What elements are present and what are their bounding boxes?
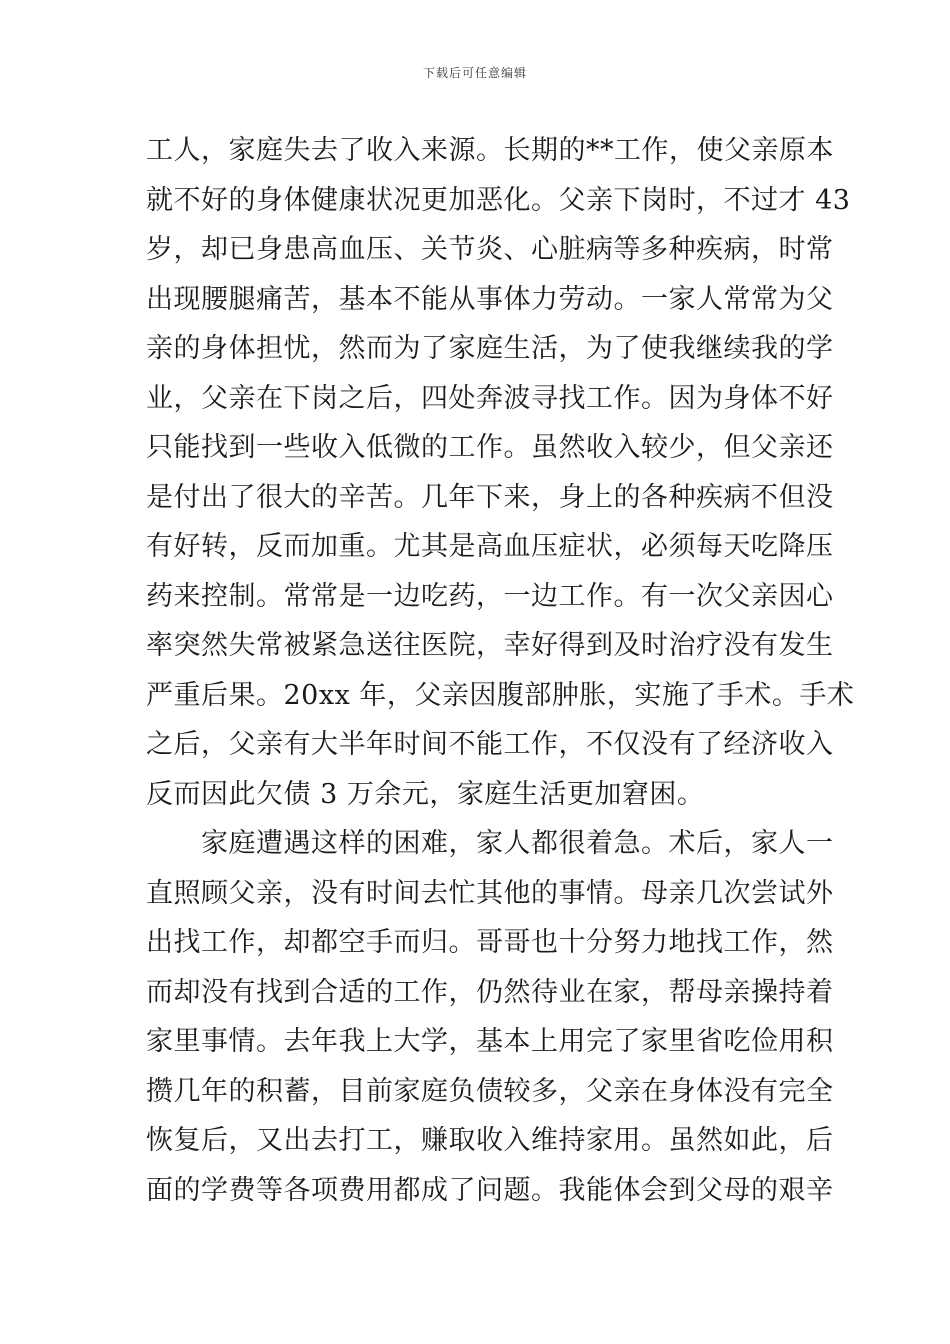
text-line: 岁，却已身患高血压、关节炎、心脏病等多种疾病，时常 [146, 234, 834, 265]
text-line: 就不好的身体健康状况更加恶化。父亲下岗时，不过才 43 [146, 184, 851, 216]
text-line: 而却没有找到合适的工作，仍然待业在家，帮母亲操持着 [146, 976, 834, 1008]
paragraph-2 [146, 819, 834, 1215]
text-line: 面的学费等各项费用都成了问题。我能体会到父母的艰辛 [146, 1174, 834, 1206]
text-line: 出找工作，却都空手而归。哥哥也十分努力地找工作，然 [146, 927, 834, 958]
text-line: 亲的身体担忧，然而为了家庭生活，为了使我继续我的学 [146, 333, 834, 364]
text-line: 只能找到一些收入低微的工作。虽然收入较少，但父亲还 [146, 432, 834, 463]
text-line: 严重后果。20xx 年，父亲因腹部肿胀，实施了手术。手术 [146, 679, 855, 711]
paragraph-1 [146, 126, 855, 819]
text-line: 工人，家庭失去了收入来源。长期的**工作，使父亲原本 [146, 135, 834, 166]
text-line: 家庭遭遇这样的困难，家人都很着急。术后，家人一 [146, 828, 834, 859]
text-line: 攒几年的积蓄，目前家庭负债较多，父亲在身体没有完全 [146, 1075, 834, 1107]
text-line: 之后，父亲有大半年时间不能工作，不仅没有了经济收入 [146, 729, 834, 760]
text-line: 恢复后，又出去打工，赚取收入维持家用。虽然如此，后 [146, 1125, 834, 1156]
text-line: 有好转，反而加重。尤其是高血压症状，必须每天吃降压 [146, 531, 834, 562]
text-line: 反而因此欠债 3 万余元，家庭生活更加窘困。 [146, 778, 705, 810]
text-line: 药来控制。常常是一边吃药，一边工作。有一次父亲因心 [146, 580, 834, 612]
text-line: 出现腰腿痛苦，基本不能从事体力劳动。一家人常常为父 [146, 283, 834, 315]
text-line: 直照顾父亲，没有时间去忙其他的事情。母亲几次尝试外 [146, 877, 834, 909]
text-line: 率突然失常被紧急送往医院，幸好得到及时治疗没有发生 [146, 630, 834, 661]
document-body [146, 126, 855, 1215]
text-line: 家里事情。去年我上大学，基本上用完了家里省吃俭用积 [146, 1026, 834, 1057]
text-line: 是付出了很大的辛苦。几年下来，身上的各种疾病不但没 [146, 481, 834, 513]
page-header-note: 下载后可任意编辑 [422, 66, 527, 80]
text-line: 业，父亲在下岗之后，四处奔波寻找工作。因为身体不好 [146, 382, 834, 414]
